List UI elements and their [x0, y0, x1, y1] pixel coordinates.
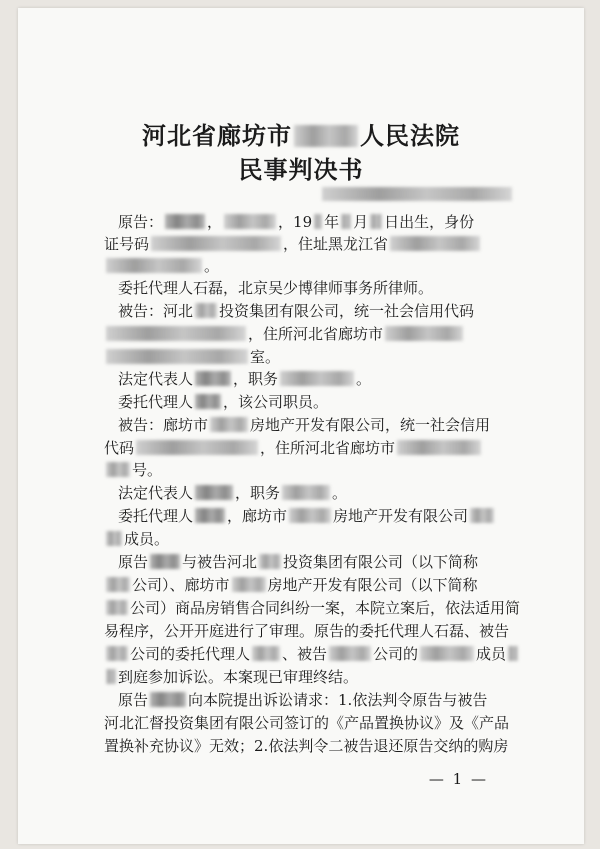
text-segment: 投资集团有限公司，统一社会信用代码 [219, 302, 475, 320]
redaction [420, 646, 474, 661]
text-segment: 投资集团有限公司（以下简称 [283, 553, 479, 571]
redaction [106, 326, 246, 341]
text-segment: 公司的 [373, 645, 419, 663]
body-line [118, 483, 347, 503]
redaction [289, 508, 331, 523]
text-segment: 。 [356, 370, 372, 388]
redaction [322, 187, 512, 201]
text-segment: 代码 [104, 439, 135, 457]
text-segment: 成员 [476, 645, 507, 663]
redaction [195, 508, 225, 523]
redaction [385, 326, 463, 341]
text-segment: 被告：廊坊市 [118, 416, 209, 434]
text-segment: ，该公司职员。 [223, 393, 329, 411]
body-line: 河北汇督投资集团有限公司签订的《产品置换协议》及《产品 [104, 714, 510, 732]
redaction [341, 214, 351, 229]
text-segment: 成员。 [124, 530, 170, 548]
redaction [106, 600, 128, 615]
text-segment: 。 [204, 257, 220, 275]
court-name-title: 河北省廊坊市 人民法院 [142, 121, 460, 150]
body-line [104, 644, 520, 664]
body-line [104, 256, 219, 276]
body-line [118, 392, 328, 412]
body-line [104, 324, 465, 344]
redaction [150, 692, 186, 707]
body-line [104, 438, 483, 458]
redaction [314, 214, 322, 229]
redaction [282, 485, 330, 500]
text-segment: 委托代理人 [118, 393, 194, 411]
text-segment: ，住址黑龙江省 [283, 235, 389, 253]
text-segment: 房地产开发有限公司（以下简称 [267, 576, 478, 594]
redaction [232, 577, 266, 592]
redaction [106, 531, 122, 546]
text-segment: 年 [324, 213, 340, 231]
redaction [370, 214, 382, 229]
text-segment: ，19 [278, 213, 313, 231]
text-segment: 号。 [132, 461, 163, 479]
redaction [106, 349, 248, 364]
text-segment: 原告： [118, 213, 164, 231]
body-line [104, 347, 280, 367]
text-segment: 月 [353, 213, 369, 231]
text-segment: ， [207, 213, 223, 231]
body-line [118, 552, 478, 572]
text-segment: 日出生，身份 [384, 213, 475, 231]
redaction [329, 646, 371, 661]
text-segment: 原告 [118, 691, 149, 709]
text-segment: 与被告河北 [182, 553, 258, 571]
text-segment: 到庭参加诉讼。本案现已审理终结。 [118, 668, 359, 686]
text-segment: ，廊坊市 [227, 507, 288, 525]
body-line [104, 667, 358, 687]
text-segment: 公司）、廊坊市 [132, 576, 230, 594]
body-line [104, 460, 162, 480]
body-line [118, 690, 487, 710]
text-segment: 向本院提出诉讼请求：1.依法判令原告与被告 [188, 691, 488, 709]
document-title: 民事判决书 [238, 155, 364, 184]
redaction [150, 554, 180, 569]
text-segment: 公司的委托代理人 [130, 645, 251, 663]
body-line: 委托代理人石磊，北京吴少博律师事务所律师。 [118, 279, 434, 297]
redaction [195, 485, 233, 500]
body-line [118, 212, 474, 232]
redaction [106, 646, 128, 661]
redaction [224, 214, 276, 229]
redaction [508, 646, 518, 661]
document-page [18, 8, 584, 844]
body-line: 置换补充协议》无效；2.依法判令二被告退还原告交纳的购房 [104, 737, 509, 755]
text-segment: 法定代表人 [118, 370, 194, 388]
body-line [118, 301, 474, 321]
redaction [195, 303, 217, 318]
text-segment: 证号码 [104, 235, 150, 253]
redaction [106, 258, 202, 273]
redaction [470, 508, 494, 523]
text-segment: 房地产开发有限公司，统一社会信用 [250, 416, 491, 434]
redaction [195, 371, 231, 386]
text-segment: 室。 [250, 348, 281, 366]
text-segment: ，住所河北省廊坊市 [248, 325, 384, 343]
body-line [104, 598, 520, 618]
body-line [104, 234, 482, 254]
redaction [106, 577, 130, 592]
case-number-redacted [320, 184, 514, 203]
redaction [390, 236, 480, 251]
text-segment: 。 [332, 484, 348, 502]
redaction [210, 417, 248, 432]
redaction [165, 214, 205, 229]
text-segment: ，职务 [235, 484, 281, 502]
redaction [294, 125, 358, 147]
body-line [118, 369, 371, 389]
body-line [104, 575, 478, 595]
body-line [118, 415, 490, 435]
page-number: — 1 — [428, 770, 488, 788]
redaction [195, 394, 221, 409]
text-segment: ，住所河北省廊坊市 [260, 439, 396, 457]
text-segment: 公司）商品房销售合同纠纷一案，本院立案后，依法适用简 [130, 599, 521, 617]
text-segment: 房地产开发有限公司 [333, 507, 469, 525]
redaction [136, 440, 258, 455]
text-segment: 被告：河北 [118, 302, 194, 320]
redaction [151, 236, 281, 251]
text-segment: ，职务 [233, 370, 279, 388]
body-line [104, 529, 169, 549]
redaction [106, 462, 130, 477]
body-line: 易程序，公开开庭进行了审理。原告的委托代理人石磊、被告 [104, 622, 510, 640]
redaction [397, 440, 481, 455]
redaction [252, 646, 280, 661]
text-segment: 、被告 [282, 645, 328, 663]
redaction [106, 669, 116, 684]
text-segment: 法定代表人 [118, 484, 194, 502]
redaction [259, 554, 281, 569]
body-line [118, 506, 496, 526]
redaction [280, 371, 354, 386]
text-segment: 委托代理人 [118, 507, 194, 525]
text-segment: 原告 [118, 553, 149, 571]
